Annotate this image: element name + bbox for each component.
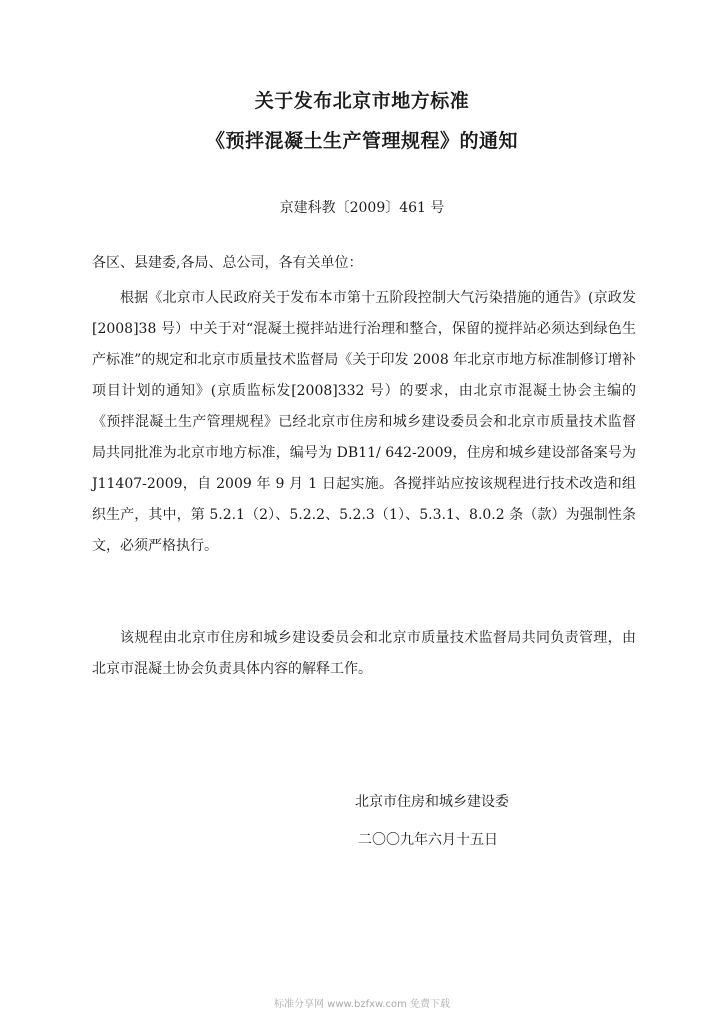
addressee: 各区、县建委,各局、总公司，各有关单位： bbox=[92, 255, 363, 271]
document-title-line1: 关于发布北京市地方标准 bbox=[254, 90, 470, 112]
issuing-authority: 北京市住房和城乡建设委 bbox=[355, 794, 509, 810]
body-paragraph-2: 该规程由北京市住房和城乡建设委员会和北京市质量技术监督局共同负责管理，由北京市混凝土协会负责具体内容的解释工作。 bbox=[92, 630, 636, 677]
footer-watermark: 标准分享网 www.bzfxw.com 免费下载 bbox=[274, 999, 450, 1010]
issue-date: 二〇〇九年六月十五日 bbox=[358, 832, 498, 848]
body-paragraph-1: 根据《北京市人民政府关于发布本市第十五阶段控制大气污染措施的通告》(京政发[2008]38 号）中关于对“混凝土搅拌站进行治理和整合，保留的搅拌站必须达到绿色生产标准”的规定和北京市质量技术监督局《关于印发 2008 年北京市地方标准制修订增补项目计划的通知》(京质监标发[2008]332 号）的要求，由北京市混凝土协会主编的《预拌混凝土生产管理规程》已经北京市住房和城乡建设委员会和北京市质量技术监督局共同批准为北京市地方标准，编号为 DB11/ 642-2009，住房和城乡建设部备案号为 J11407-2009，自 2009 年 9 月 1 日起实施。各搅拌站应按该规程进行技术改造和组织生产，其中，第 5.2.1（2）、5.2.2、5.2.3（1）、5.3.1、8.0.2 条（款）为强制性条文，必须严格执行。 bbox=[92, 290, 636, 554]
document-title-line2: 《预拌混凝土生产管理规程》的通知 bbox=[205, 130, 518, 152]
document-number: 京建科教〔2009〕461 号 bbox=[279, 200, 445, 216]
